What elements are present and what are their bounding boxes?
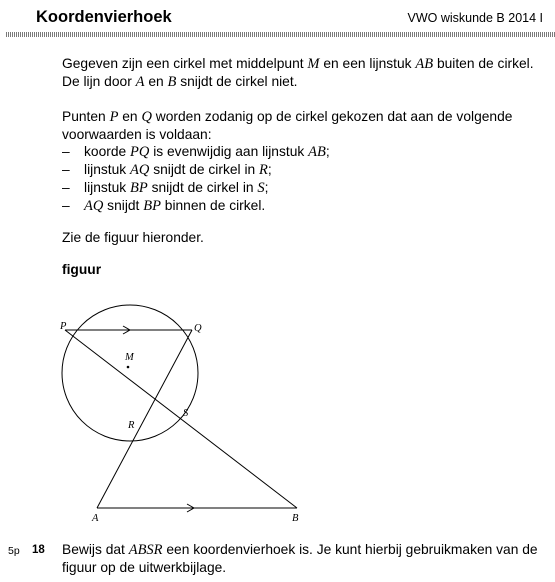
point-label-a: A [92, 513, 99, 524]
math-var: AQ [130, 162, 150, 178]
list-dash: – [62, 180, 70, 195]
math-var: B [167, 74, 177, 90]
math-var: R [259, 162, 268, 178]
text-fragment: ; [267, 162, 272, 177]
math-var: PQ [130, 144, 150, 160]
text-fragment: Bewijs dat [62, 542, 129, 557]
question-number: 18 [32, 544, 45, 556]
text-fragment: Gegeven zijn een cirkel met middelpunt [62, 56, 308, 71]
point-label-q: Q [194, 323, 202, 334]
text-fragment: snijdt de cirkel niet. [176, 74, 298, 89]
math-var: BP [143, 198, 161, 214]
exam-label: VWO wiskunde B 2014 I [407, 11, 543, 25]
segment-bp [65, 330, 297, 508]
see-figure-text: Zie de figuur hieronder. [62, 230, 204, 245]
math-var: BP [130, 180, 148, 196]
text-fragment: buiten de cirkel. De lijn door [62, 56, 534, 89]
segment-aq [97, 330, 192, 508]
math-var: A [135, 74, 145, 90]
text-fragment: ; [264, 180, 269, 195]
text-fragment: en een lijnstuk [319, 56, 416, 71]
text-fragment: worden zodanig op de cirkel gekozen dat aan de volgende voorwaarden is voldaan: [62, 109, 513, 142]
question-points: 5p [8, 545, 20, 557]
text-fragment: lijnstuk [84, 180, 131, 195]
text-fragment: en [118, 109, 142, 124]
text-fragment: is evenwijdig aan lijnstuk [149, 144, 309, 159]
list-dash: – [62, 198, 70, 213]
text-fragment: snijdt de cirkel in [149, 162, 260, 177]
point-label-m: M [125, 352, 134, 363]
math-var: AB [308, 144, 326, 160]
text-fragment: snijdt de cirkel in [147, 180, 258, 195]
point-label-r: R [128, 420, 135, 431]
math-var: AB [415, 56, 434, 72]
figure-label: figuur [62, 262, 102, 277]
text-fragment: koorde [84, 144, 131, 159]
text-fragment: snijdt [103, 198, 144, 213]
math-var: S [257, 180, 265, 196]
question-text [62, 541, 542, 576]
list-dash: – [62, 162, 70, 177]
math-var: AQ [84, 198, 104, 214]
math-var: ABSR [128, 542, 163, 558]
point-label-b: B [292, 513, 299, 524]
text-fragment: een koordenvierhoek is. Je kunt hierbij gebruikmaken van de figuur op de uitwerkbijlage. [62, 542, 538, 575]
text-fragment: lijnstuk [84, 162, 131, 177]
text-fragment: ; [325, 144, 330, 159]
text-fragment: binnen de cirkel. [160, 198, 266, 213]
point-label-p: P [60, 321, 67, 332]
math-var: M [307, 56, 320, 72]
point-label-s: S [183, 408, 189, 419]
center-point-m [127, 366, 130, 369]
text-fragment: Punten [62, 109, 110, 124]
page-title: Koordenvierhoek [36, 8, 172, 26]
text-fragment: en [144, 74, 168, 89]
math-var: P [109, 109, 119, 125]
math-var: Q [141, 109, 152, 125]
list-dash: – [62, 144, 70, 159]
